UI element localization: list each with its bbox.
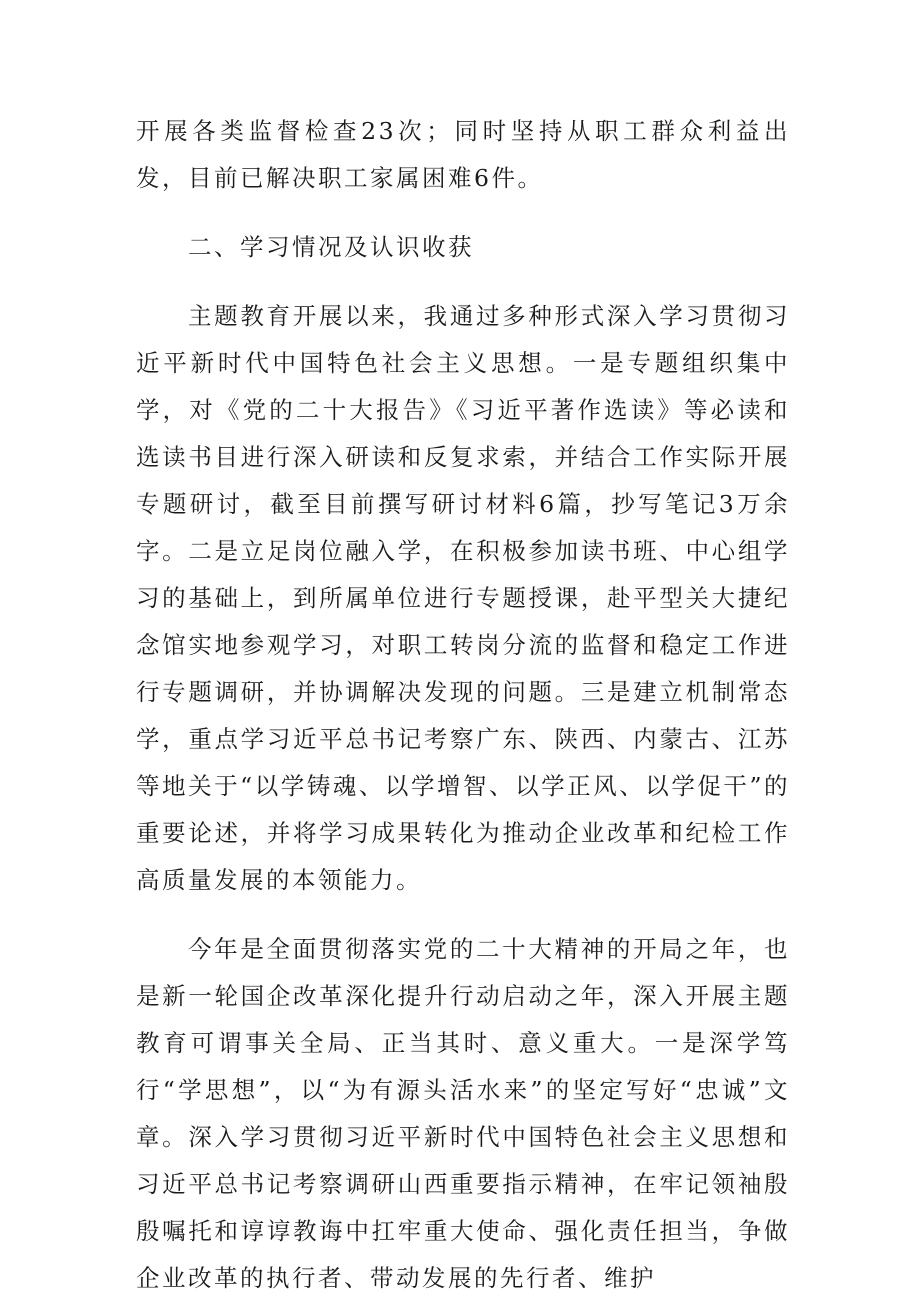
paragraph-study-overview: 主题教育开展以来，我通过多种形式深入学习贯彻习近平新时代中国特色社会主义思想。一是专题组织集中学，对《党的二十大报告》《习近平著作选读》等必读和选读书目进行深入研读和反复求索，并结合工作实际开展专题研讨，截至目前撰写研讨材料6篇，抄写笔记3万余字。二是立足岗位融入学，在积极参加读书班、中心组学习的基础上，到所属单位进行专题授课，赴平型关大捷纪念馆实地参观学习，对职工转岗分流的监督和稳定工作进行专题调研，并协调解决发现的问题。三是建立机制常态学，重点学习近平总书记考察广东、陕西、内蒙古、江苏等地关于“以学铸魂、以学增智、以学正风、以学促干”的重要论述，并将学习成果转化为推动企业改革和纪检工作高质量发展的本领能力。 xyxy=(136,302,790,894)
paragraph-continuation: 开展各类监督检查23次；同时坚持从职工群众利益出发，目前已解决职工家属困难6件。 xyxy=(136,117,790,192)
section-heading: 二、学习情况及认识收获 xyxy=(188,233,474,261)
paragraph-significance: 今年是全面贯彻落实党的二十大精神的开局之年，也是新一轮国企改革深化提升行动启动之年，深入开展主题教育可谓事关全局、正当其时、意义重大。一是深学笃行“学思想”，以“为有源头活水来”的坚定写好“忠诚”文章。深入学习贯彻习近平新时代中国特色社会主义思想和习近平总书记考察调研山西重要指示精神，在牢记领袖殷殷嘱托和谆谆教诲中扛牢重大使命、强化责任担当，争做企业改革的执行者、带动发展的先行者、维护 xyxy=(136,935,790,1292)
document-body xyxy=(136,108,790,1302)
